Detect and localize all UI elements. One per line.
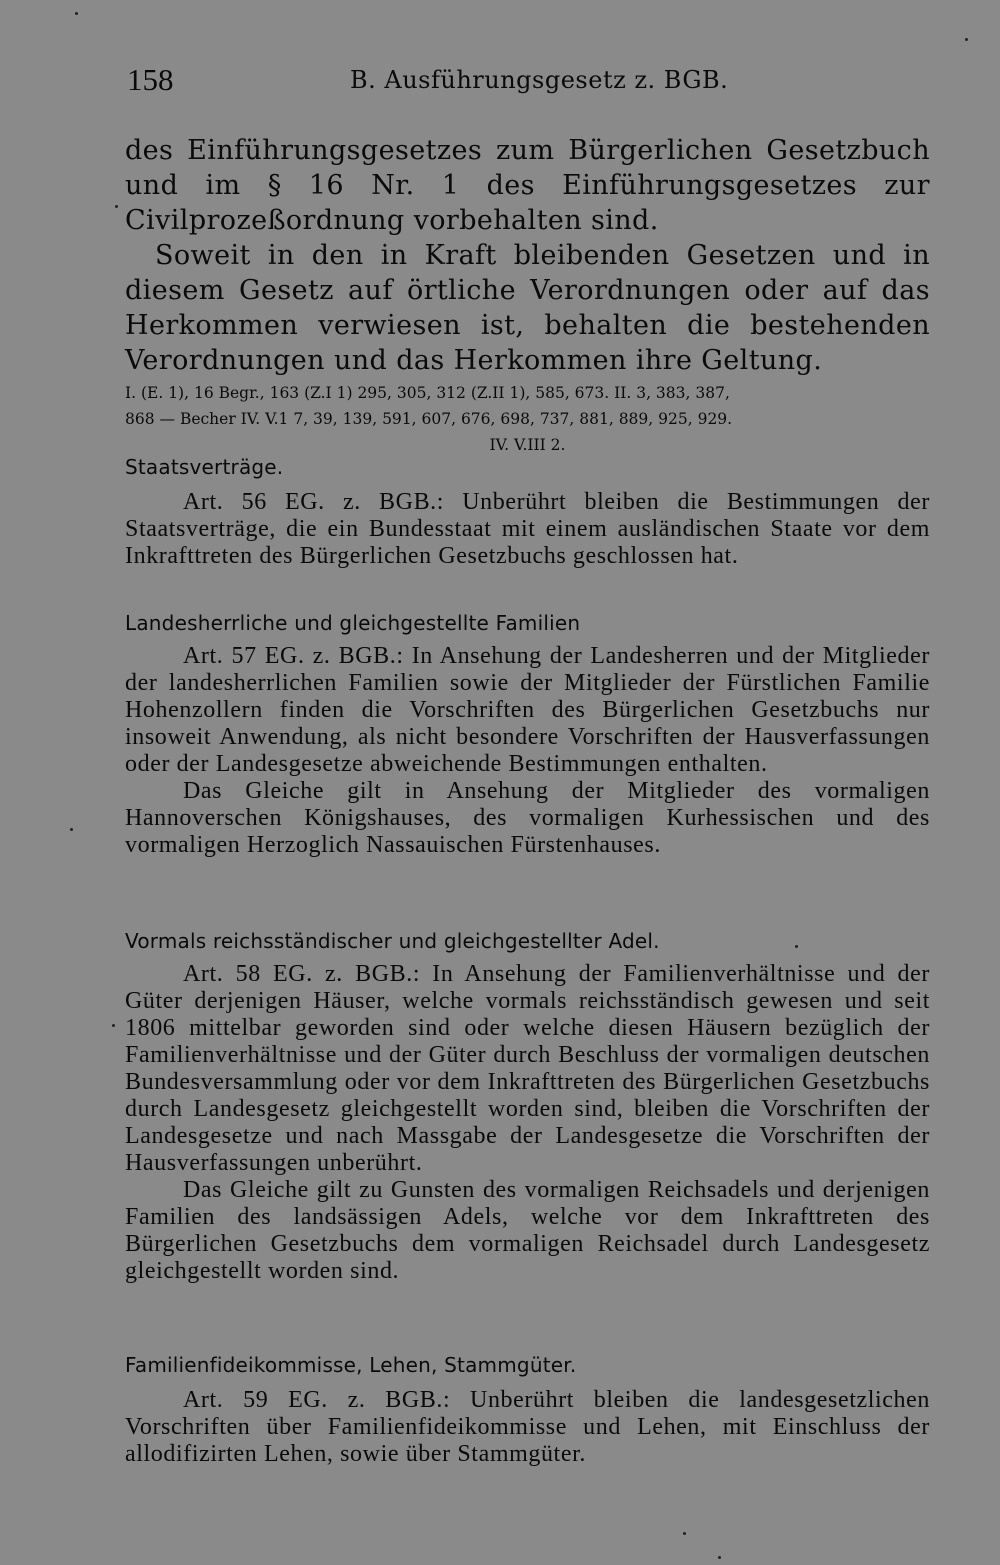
scan-speck [75,12,78,15]
scan-speck [70,828,73,831]
scan-speck [112,1024,115,1027]
section-body [125,643,930,859]
article-paragraph: Art. 57 EG. z. BGB.: In Ansehung der Landesherren und der Mitglieder der landesherrlichen Familien sowie der Mitglieder der Fürstlichen Familie Hohenzollern finden die Vorschriften des Bürgerlichen Gesetzbuchs nur insoweit Anwendung, als nicht besondere Vorschriften der Hausverfassungen oder der Landesgesetze abweichende Bestimmungen enthalten. [125,643,930,777]
intro-text [125,133,930,378]
scan-speck [718,1556,721,1559]
section-heading: Vormals reichsständischer und gleichgestellter Adel. [125,929,660,953]
section-body [125,1387,930,1468]
references-block [125,380,930,458]
intro-paragraph: des Einführungsgesetzes zum Bürgerlichen Gesetzbuch und im § 16 Nr. 1 des Einführungsgesetzes zur Civilprozeßordnung vorbehalten sind. [125,135,930,236]
scan-speck [795,945,798,948]
references-line: IV. V.III 2. [489,436,566,454]
article-paragraph: Das Gleiche gilt zu Gunsten des vormaligen Reichsadels und derjenigen Familien des landsässigen Adels, welche vor dem Inkrafttreten des Bürgerlichen Gesetzbuchs dem vormaligen Reichsadel durch Landesgesetz gleichgestellt worden sind. [125,1177,930,1284]
section-heading: Staatsverträge. [125,455,284,479]
section-body [125,489,930,570]
references-line: I. (E. 1), 16 Begr., 163 (Z.I 1) 295, 305, 312 (Z.II 1), 585, 673. II. 3, 383, 387, [125,384,730,402]
scan-speck [683,1532,686,1535]
references-line: 868 — Becher IV. V.1 7, 39, 139, 591, 607, 676, 698, 737, 881, 889, 925, 929. [125,410,733,428]
article-paragraph: Art. 56 EG. z. BGB.: Unberührt bleiben die Bestimmungen der Staatsverträge, die ein Bundesstaat mit einem ausländischen Staate vor dem Inkrafttreten des Bürgerlichen Gesetzbuchs geschlossen hat. [125,489,930,569]
page-number: 158 [127,62,174,97]
intro-paragraph: Soweit in den in Kraft bleibenden Gesetzen und in diesem Gesetz auf örtliche Verordnungen oder auf das Herkommen verwiesen ist, behalten die bestehenden Verordnungen und das Herkommen ihre Geltung. [125,240,930,376]
article-paragraph: Art. 59 EG. z. BGB.: Unberührt bleiben die landesgesetzlichen Vorschriften über Familienfideikommisse und Lehen, mit Einschluss der allodifizirten Lehen, sowie über Stammgüter. [125,1387,930,1467]
page-header [125,62,925,102]
running-head: B. Ausführungsgesetz z. BGB. [350,66,729,94]
section-heading: Familienfideikommisse, Lehen, Stammgüter. [125,1353,577,1377]
article-paragraph: Das Gleiche gilt in Ansehung der Mitglieder des vormaligen Hannoverschen Königshauses, des vormaligen Kurhessischen und des vormaligen Herzoglich Nassauischen Fürstenhauses. [125,778,930,858]
scan-speck [115,205,118,208]
scan-speck [965,38,968,41]
section-heading: Landesherrliche und gleichgestellte Familien [125,611,581,635]
section-body [125,961,930,1285]
article-paragraph: Art. 58 EG. z. BGB.: In Ansehung der Familienverhältnisse und der Güter derjenigen Häuser, welche vormals reichsständisch gewesen und seit 1806 mittelbar geworden sind oder welche diesen Häusern bezüglich der Familienverhältnisse und der Güter durch Beschluss der vormaligen deutschen Bundesversammlung oder vor dem Inkrafttreten des Bürgerlichen Gesetzbuchs durch Landesgesetz gleichgestellt worden sind, bleiben die Vorschriften der Landesgesetze und nach Massgabe der Landesgesetze die Vorschriften der Hausverfassungen unberührt. [125,961,930,1176]
